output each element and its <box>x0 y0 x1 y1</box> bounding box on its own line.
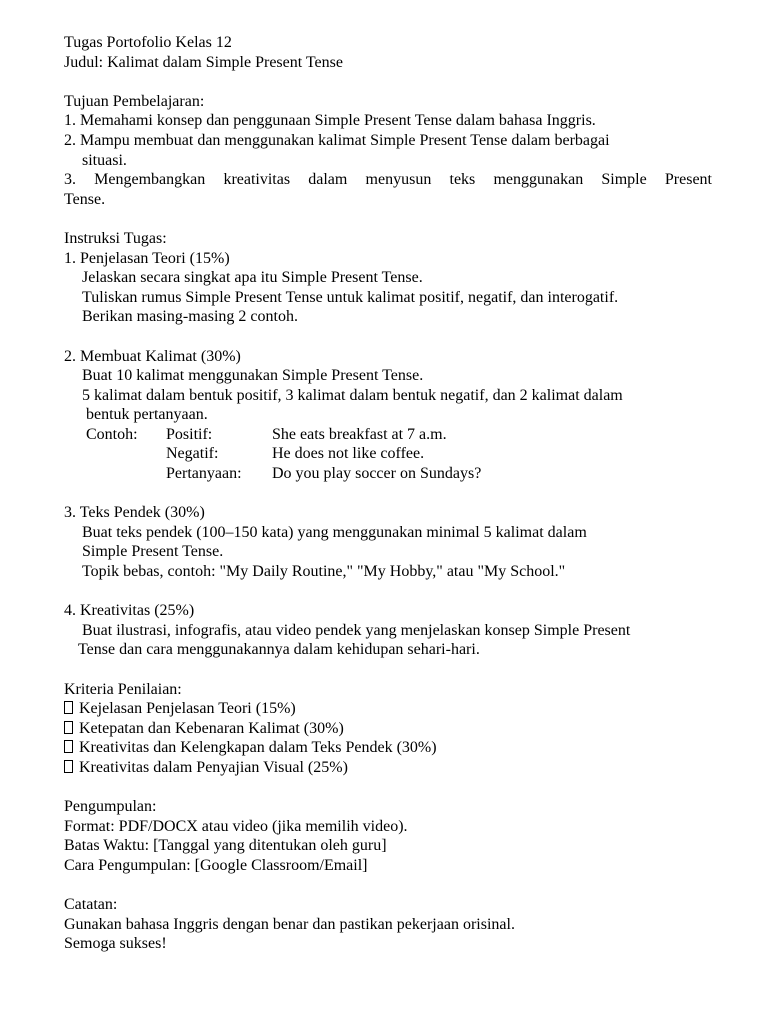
spacer <box>64 660 712 680</box>
criteria-heading: Kriteria Penilaian: <box>64 680 182 698</box>
criteria-item <box>64 738 712 758</box>
instructions-heading: Instruksi Tugas: <box>64 229 167 247</box>
example-label: Contoh: <box>86 425 138 443</box>
task-3-title: 3. Teks Pendek (30%) <box>64 504 205 522</box>
criteria-item-label: Kejelasan Penjelasan Teori (15%) <box>79 700 296 718</box>
spacer <box>64 876 712 896</box>
document-title: Tugas Portofolio Kelas 12 <box>64 34 232 51</box>
submission-heading: Pengumpulan: <box>64 798 157 816</box>
objective-item-2-continued: situasi. <box>82 151 127 169</box>
spacer <box>64 72 712 92</box>
example-sentence: She eats breakfast at 7 a.m. <box>272 425 447 443</box>
task-2-line: Buat 10 kalimat menggunakan Simple Present Tense. <box>82 367 424 385</box>
task-1-line: Berikan masing-masing 2 contoh. <box>82 308 298 326</box>
example-sentence: He does not like coffee. <box>272 445 425 463</box>
task-2-title: 2. Membuat Kalimat (30%) <box>64 347 241 365</box>
task-1-line: Tuliskan rumus Simple Present Tense untuk kalimat positif, negatif, dan interogatif. <box>82 288 619 306</box>
task-4-title: 4. Kreativitas (25%) <box>64 602 195 620</box>
checkbox-placeholder-icon <box>64 701 73 714</box>
example-sentence: Do you play soccer on Sundays? <box>272 465 482 483</box>
objective-item-3-continued: Tense. <box>64 190 106 208</box>
spacer <box>64 484 712 504</box>
criteria-item-label: Kreativitas dan Kelengkapan dalam Teks Pendek (30%) <box>79 739 437 757</box>
criteria-item <box>64 719 712 739</box>
objectives-heading: Tujuan Pembelajaran: <box>64 92 205 110</box>
task-2-line: 5 kalimat dalam bentuk positif, 3 kalimat dalam bentuk negatif, dan 2 kalimat dalam <box>82 386 623 404</box>
example-type: Pertanyaan: <box>166 465 242 483</box>
task-3-line: Buat teks pendek (100–150 kata) yang menggunakan minimal 5 kalimat dalam <box>82 523 587 541</box>
checkbox-placeholder-icon <box>64 721 73 734</box>
task-2-line: bentuk pertanyaan. <box>86 406 208 424</box>
spacer <box>64 209 712 229</box>
task-4-line: Buat ilustrasi, infografis, atau video pendek yang menjelaskan konsep Simple Present <box>82 621 631 639</box>
criteria-item-label: Ketepatan dan Kebenaran Kalimat (30%) <box>79 719 344 737</box>
example-type: Positif: <box>166 425 213 443</box>
spacer <box>64 327 712 347</box>
example-row-question <box>64 464 712 484</box>
task-1-line: Jelaskan secara singkat apa itu Simple Present Tense. <box>82 269 423 287</box>
example-row-negative <box>64 444 712 464</box>
objective-item-1: 1. Memahami konsep dan penggunaan Simple Present Tense dalam bahasa Inggris. <box>64 112 596 130</box>
task-3-line: Topik bebas, contoh: "My Daily Routine," "My Hobby," atau "My School." <box>82 563 566 581</box>
submission-format: Format: PDF/DOCX atau video (jika memilih video). <box>64 817 408 835</box>
criteria-item <box>64 699 712 719</box>
notes-heading: Catatan: <box>64 896 118 914</box>
notes-closing: Semoga sukses! <box>64 935 167 953</box>
checkbox-placeholder-icon <box>64 740 73 753</box>
submission-deadline: Batas Waktu: [Tanggal yang ditentukan oleh guru] <box>64 837 387 855</box>
task-1-title: 1. Penjelasan Teori (15%) <box>64 249 230 267</box>
notes-line: Gunakan bahasa Inggris dengan benar dan pastikan pekerjaan orisinal. <box>64 915 515 933</box>
objective-item-3: 3. Mengembangkan kreativitas dalam menyusun teks menggunakan Simple Present <box>64 171 712 189</box>
objective-item-2: 2. Mampu membuat dan menggunakan kalimat Simple Present Tense dalam berbagai <box>64 131 610 149</box>
document-subject: Judul: Kalimat dalam Simple Present Tense <box>64 53 343 71</box>
spacer <box>64 778 712 798</box>
submission-method: Cara Pengumpulan: [Google Classroom/Email] <box>64 856 368 874</box>
document-page <box>64 33 712 954</box>
task-4-line: Tense dan cara menggunakannya dalam kehidupan sehari-hari. <box>78 641 480 659</box>
checkbox-placeholder-icon <box>64 760 73 773</box>
criteria-item-label: Kreativitas dalam Penyajian Visual (25%) <box>79 758 348 776</box>
task-3-line: Simple Present Tense. <box>82 543 224 561</box>
criteria-item <box>64 758 712 778</box>
example-row-positive <box>64 425 712 445</box>
example-type: Negatif: <box>166 445 219 463</box>
spacer <box>64 582 712 602</box>
